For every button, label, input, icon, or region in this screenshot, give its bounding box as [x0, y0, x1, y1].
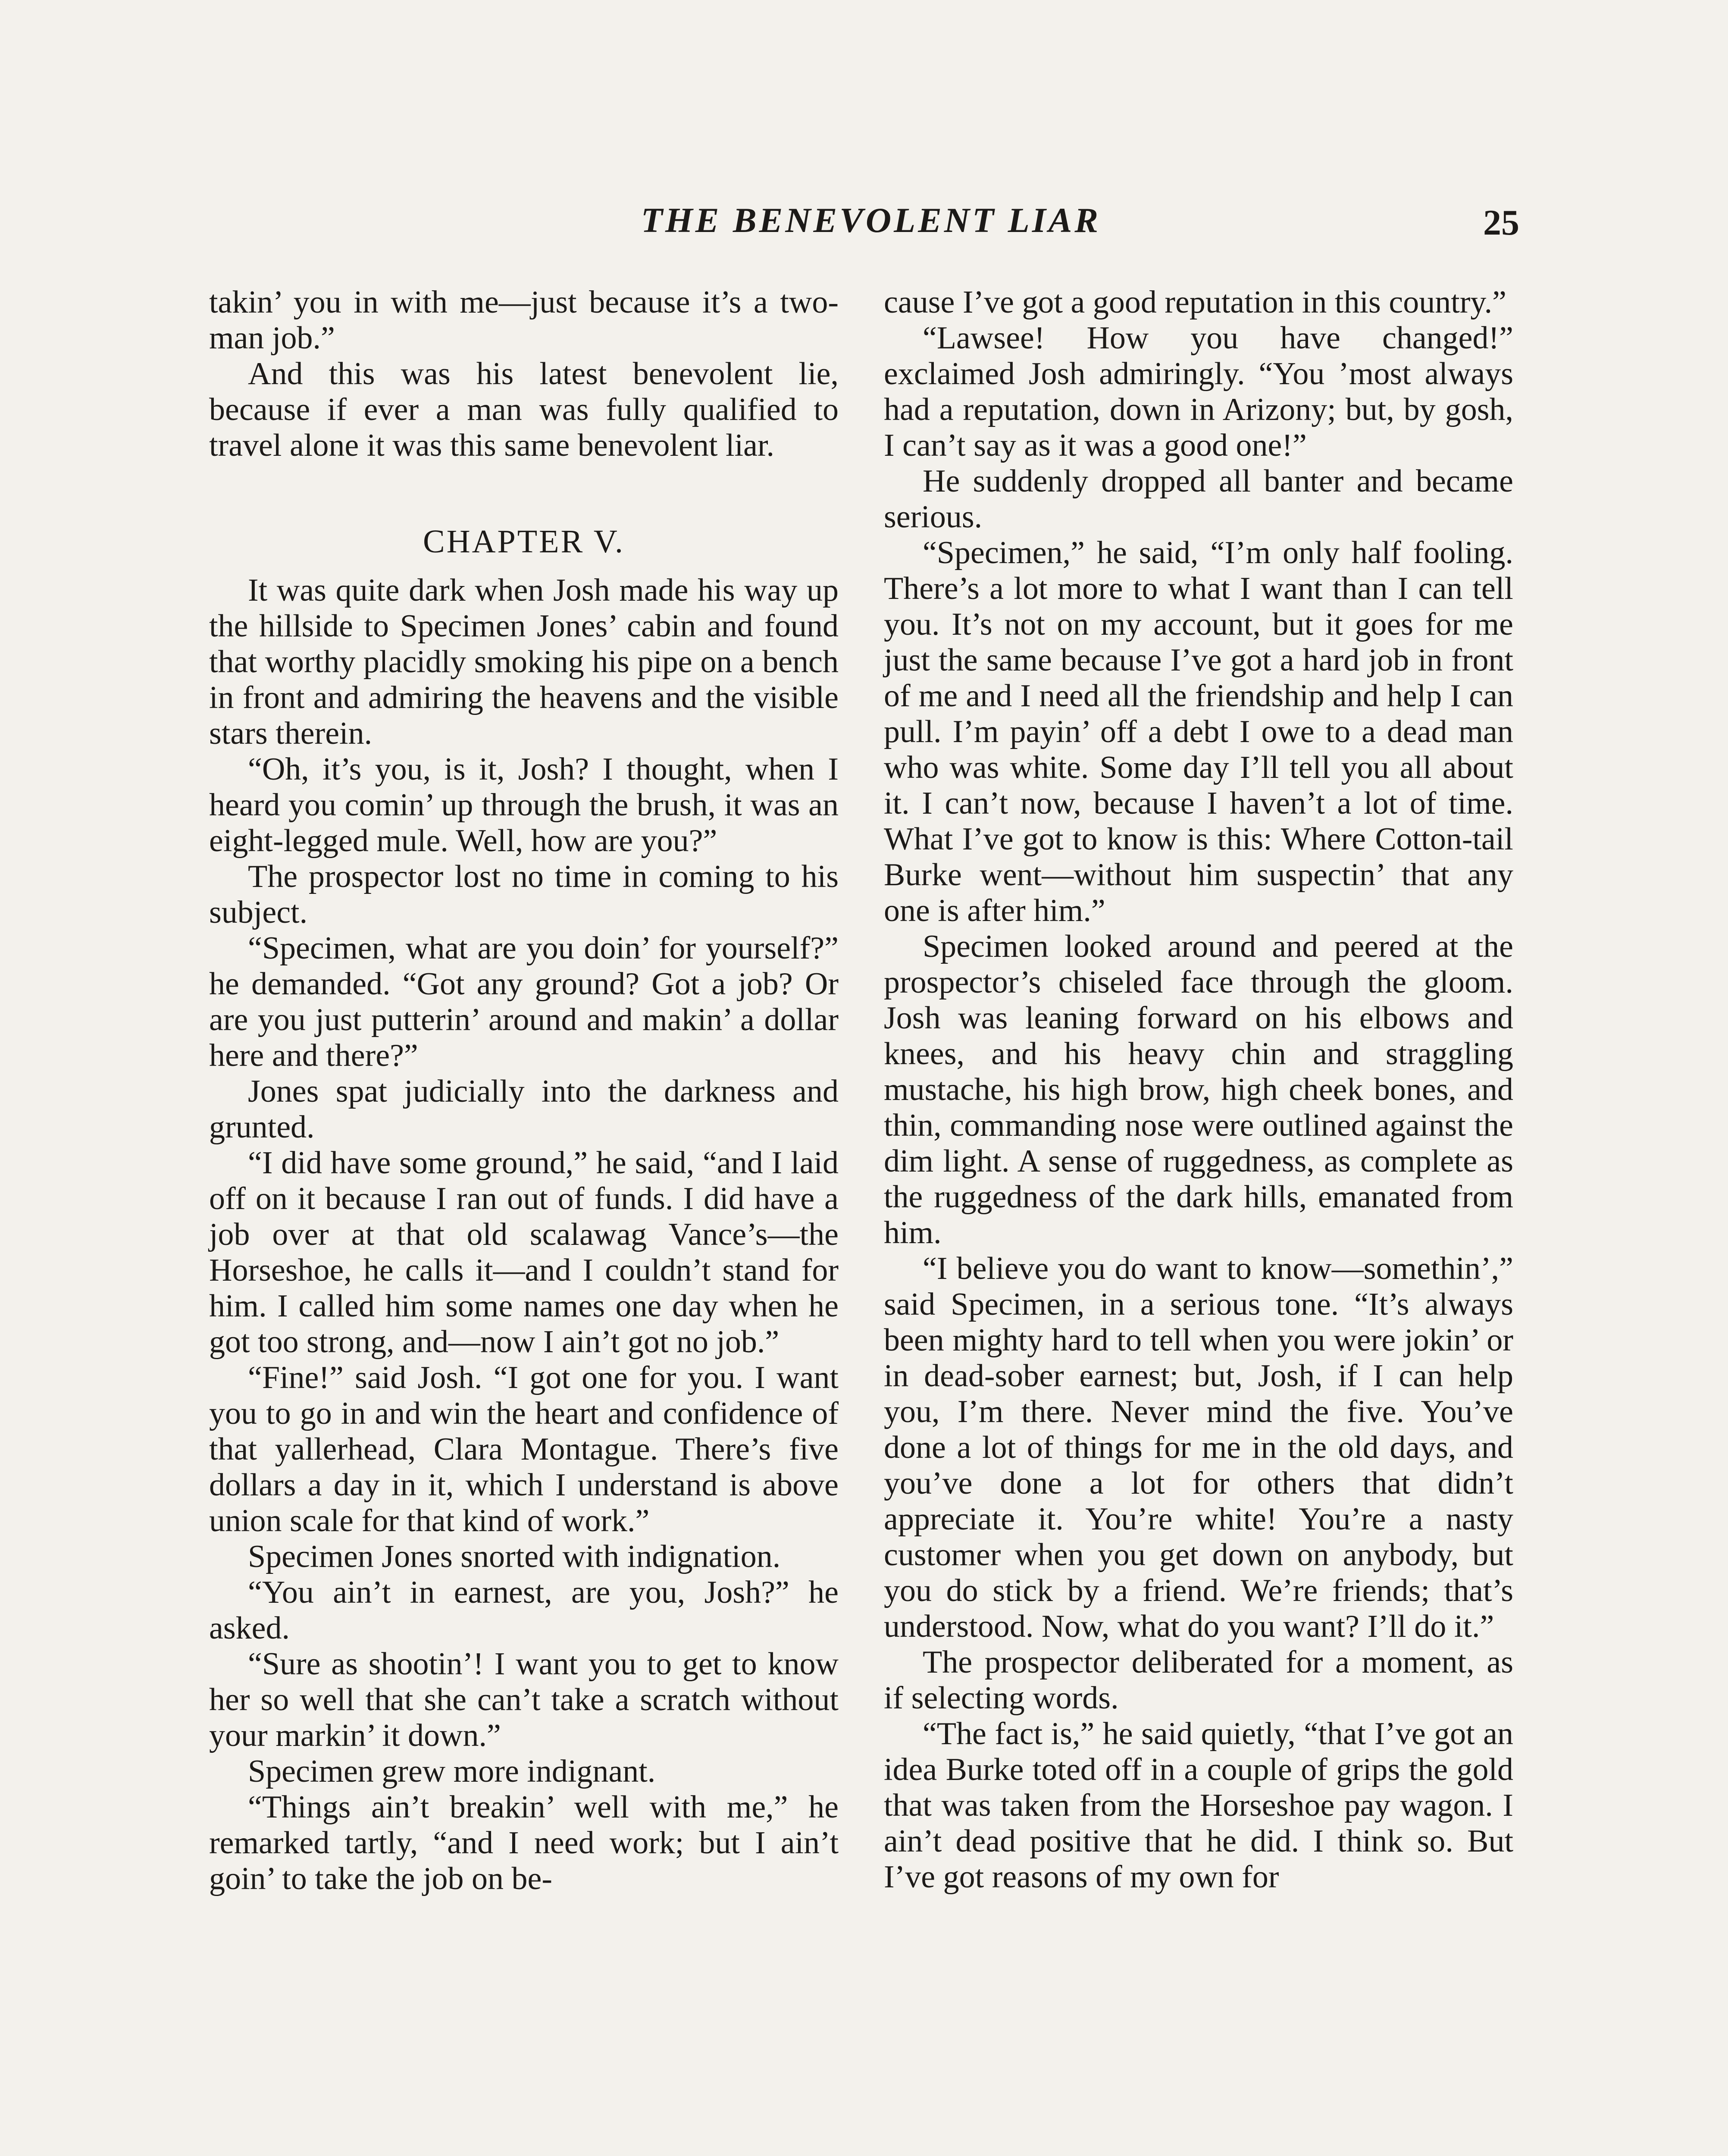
- paragraph: Specimen grew more indignant.: [248, 1754, 656, 1789]
- right-column: [884, 285, 1513, 1895]
- paragraph: “Things ain’t breakin’ well with me,” he remarked tartly, “and I need work; but I ain’t goin’ to take the job on be-: [209, 1789, 839, 1896]
- paragraph: He suddenly dropped all banter and became serious.: [884, 464, 1513, 535]
- paragraph: The prospector lost no time in coming to his subject.: [209, 859, 839, 930]
- paragraph: “Specimen, what are you doin’ for yourself?” he demanded. “Got any ground? Got a job? Or are you just putterin’ around and makin’ a dollar here and there?”: [209, 931, 839, 1073]
- paragraph: The prospector deliberated for a moment, as if selecting words.: [884, 1645, 1513, 1716]
- paragraph: “Specimen,” he said, “I’m only half fooling. There’s a lot more to what I want than I can tell you. It’s not on my account, but it goes for me just the same because I’ve got a hard job in front of me and I need all the friendship and help I can pull. I’m payin’ off a debt I owe to a dead man who was white. Some day I’ll tell you all about it. I can’t now, because I haven’t a lot of time. What I’ve got to know is this: Where Cotton-tail Burke went—without him suspectin’ that any one is after him.”: [884, 535, 1513, 928]
- paragraph: Specimen looked around and peered at the prospector’s chiseled face through the gloom. Josh was leaning forward on his elbows and knees, and his heavy chin and straggling mustache, his high brow, high cheek bones, and thin, commanding nose were outlined against the dim light. A sense of ruggedness, as complete as the ruggedness of the dark hills, emanated from him.: [884, 929, 1513, 1250]
- paragraph: “Fine!” said Josh. “I got one for you. I want you to go in and win the heart and confidence of that yallerhead, Clara Montague. There’s five dollars a day in it, which I understand is above union scale for that kind of work.”: [209, 1360, 839, 1539]
- running-title: THE BENEVOLENT LIAR: [641, 201, 1101, 240]
- paragraph: Specimen Jones snorted with indignation.: [248, 1539, 781, 1574]
- paragraph: “Oh, it’s you, is it, Josh? I thought, when I heard you comin’ up through the brush, it was an eight-legged mule. Well, how are you?”: [209, 752, 839, 859]
- paragraph: “Sure as shootin’! I want you to get to know her so well that she can’t take a scratch without your markin’ it down.”: [209, 1646, 839, 1753]
- page-number: 25: [1483, 203, 1519, 243]
- paragraph: cause I’ve got a good reputation in this country.”: [884, 285, 1506, 320]
- paragraph: It was quite dark when Josh made his way up the hillside to Specimen Jones’ cabin and found that worthy placidly smoking his pipe on a bench in front and admiring the heavens and the visible stars therein.: [209, 573, 839, 751]
- paragraph: “The fact is,” he said quietly, “that I’ve got an idea Burke toted off in a couple of grips the gold that was taken from the Horseshoe pay wagon. I ain’t dead positive that he did. I think so. But I’ve got reasons of my own for: [884, 1716, 1513, 1895]
- paragraph: And this was his latest benevolent lie, because if ever a man was fully qualified to travel alone it was this same benevolent liar.: [209, 356, 839, 463]
- paragraph: “Lawsee! How you have changed!” exclaimed Josh admiringly. “You ’most always had a reputation, down in Arizony; but, by gosh, I can’t say as it was a good one!”: [884, 320, 1513, 463]
- paragraph: “I did have some ground,” he said, “and I laid off on it because I ran out of funds. I did have a job over at that old scalawag Vance’s—the Horseshoe, he calls it—and I couldn’t stand for him. I called him some names one day when he got too strong, and—now I ain’t got no job.”: [209, 1145, 839, 1360]
- paragraph: “I believe you do want to know—somethin’,” said Specimen, in a serious tone. “It’s always been mighty hard to tell when you were jokin’ or in dead-sober earnest; but, Josh, if I can help you, I’m there. Never mind the five. You’ve done a lot of things for me in the old days, and you’ve done a lot for others that didn’t appreciate it. You’re white! You’re a nasty customer when you get down on anybody, but you do stick by a friend. We’re friends; that’s understood. Now, what do you want? I’ll do it.”: [884, 1251, 1513, 1644]
- chapter-heading: CHAPTER V.: [423, 523, 625, 560]
- paragraph: takin’ you in with me—just because it’s a two-man job.”: [209, 285, 839, 356]
- left-column: [209, 285, 839, 1897]
- paragraph: “You ain’t in earnest, are you, Josh?” he asked.: [209, 1575, 839, 1646]
- paragraph: Jones spat judicially into the darkness and grunted.: [209, 1074, 839, 1145]
